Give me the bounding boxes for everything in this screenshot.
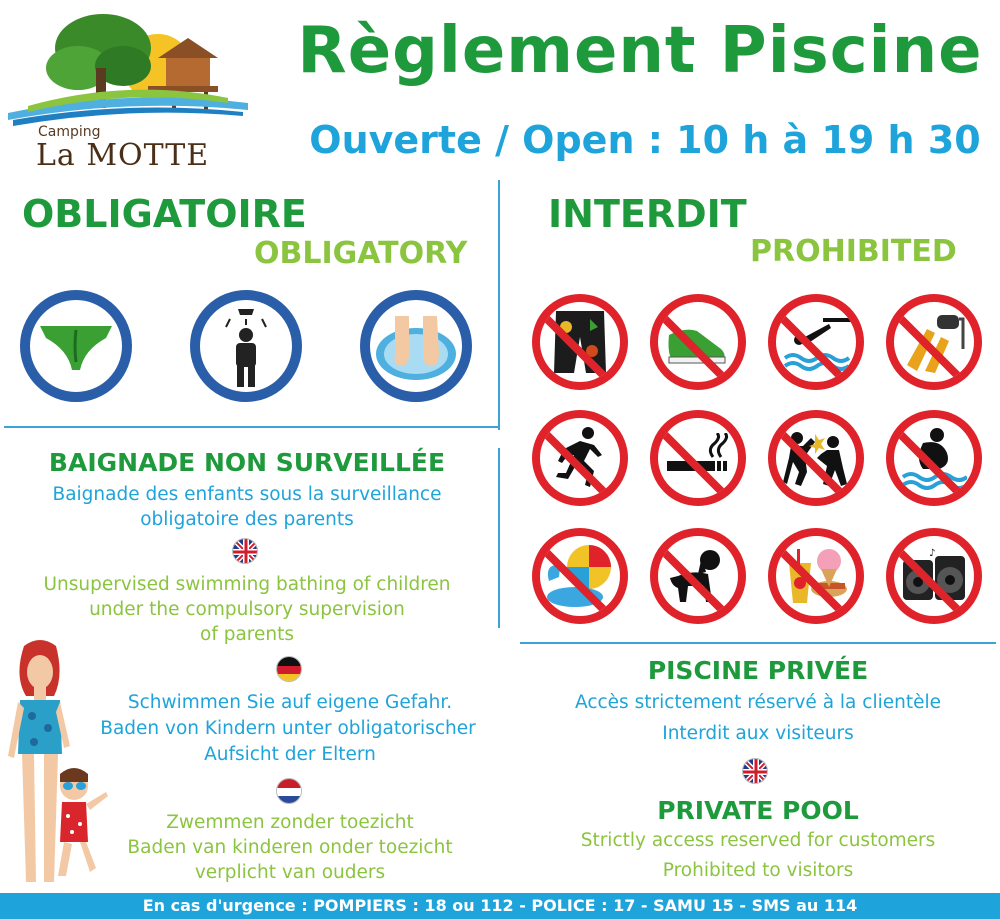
private-pool-fr-line1: Accès strictement réservé à la clientèle: [575, 692, 941, 713]
emergency-numbers: En cas d'urgence : POMPIERS : 18 ou 112 - POLICE : 17 - SAMU 15 - SMS au 114: [142, 896, 858, 915]
woman-and-child-illustration: [4, 636, 114, 892]
logo-camping-text: Camping: [38, 124, 101, 140]
page-title: Règlement Piscine: [297, 14, 983, 88]
unsupervised-en-line3: of parents: [200, 624, 294, 645]
food-drink-icon: [768, 528, 864, 624]
swim-briefs-icon: [20, 290, 132, 402]
divider-horizontal-left: [4, 426, 498, 428]
unsupervised-nl-line3: verplicht van ouders: [194, 862, 386, 883]
logo-name-text: La MOTTE: [36, 138, 210, 173]
prohibited-title-en: PROHIBITED: [750, 234, 957, 269]
prohibited-title-fr: INTERDIT: [548, 192, 747, 236]
running-icon: [532, 410, 628, 506]
smoking-icon: [650, 410, 746, 506]
mandatory-title-en: OBLIGATORY: [254, 236, 468, 271]
private-pool-title-fr: PISCINE PRIVÉE: [647, 656, 869, 685]
shower-icon: [190, 290, 302, 402]
uk-flag-icon-2: [742, 758, 768, 784]
unsupervised-en-line2: under the compulsory supervision: [89, 599, 405, 620]
unsupervised-de-line2: Baden von Kindern unter obligatorischer: [100, 718, 476, 739]
unsupervised-title: BAIGNADE NON SURVEILLÉE: [48, 448, 446, 477]
unsupervised-de-line3: Aufsicht der Eltern: [204, 744, 376, 765]
unsupervised-de-line1: Schwimmen Sie auf eigene Gefahr.: [127, 692, 453, 713]
swim-shorts-icon: [532, 294, 628, 390]
private-pool-en-line1: Strictly access reserved for customers: [580, 830, 936, 851]
unsupervised-nl-line2: Baden van kinderen onder toezicht: [127, 837, 453, 858]
unsupervised-fr-line2: obligatoire des parents: [140, 509, 354, 530]
unsupervised-fr-line1: Baignade des enfants sous la surveillance: [52, 484, 442, 505]
private-pool-title-en: PRIVATE POOL: [657, 796, 859, 825]
divider-horizontal-right: [520, 642, 996, 644]
germany-flag-icon: [276, 656, 302, 682]
dog-icon: [650, 528, 746, 624]
netherlands-flag-icon: [276, 778, 302, 804]
mandatory-title-fr: OBLIGATOIRE: [22, 192, 307, 236]
fighting-icon: [768, 410, 864, 506]
bombing-jump-icon: [886, 410, 982, 506]
private-pool-en-line2: Prohibited to visitors: [662, 860, 854, 881]
svg-text:♪: ♪: [929, 548, 936, 559]
uk-flag-icon: [232, 538, 258, 564]
snorkel-fins-icon: [886, 294, 982, 390]
diving-icon: [768, 294, 864, 390]
divider-vertical-middle: [498, 448, 500, 628]
speaker-icon: [886, 528, 982, 624]
private-pool-fr-line2: Interdit aux visiteurs: [662, 723, 854, 744]
sneakers-icon: [650, 294, 746, 390]
pool-float-icon: [532, 528, 628, 624]
opening-hours: Ouverte / Open : 10 h à 19 h 30: [309, 118, 981, 162]
footbath-icon: [360, 290, 472, 402]
unsupervised-en-line1: Unsupervised swimming bathing of children: [43, 574, 451, 595]
divider-vertical-top: [498, 180, 500, 430]
unsupervised-nl-line1: Zwemmen zonder toezicht: [166, 812, 414, 833]
